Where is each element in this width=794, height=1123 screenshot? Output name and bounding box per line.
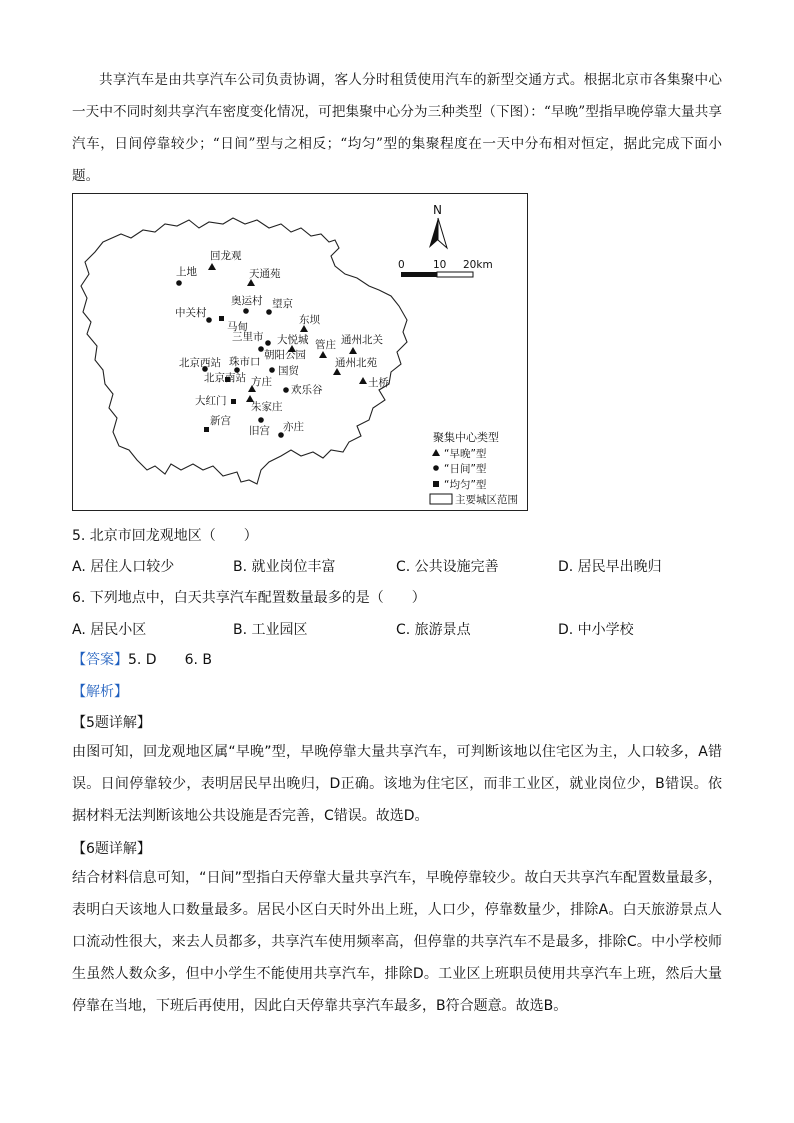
site-zhujiazhuang	[246, 395, 283, 413]
legend-urban: 主要城区范围	[455, 494, 518, 506]
site-zhushikou	[229, 355, 261, 373]
svg-text:通州北关: 通州北关	[341, 334, 383, 346]
site-shangdi	[176, 265, 197, 286]
site-huilongguan	[208, 249, 242, 270]
legend-uniform: “均匀”型	[444, 479, 487, 491]
q5-detail-title: 【5题详解】	[72, 715, 151, 731]
site-beijingnanzhan	[204, 371, 246, 384]
site-wangjing	[266, 297, 293, 315]
q6-option-a: A. 居民小区	[72, 622, 147, 638]
map-svg	[73, 194, 529, 512]
svg-text:亦庄: 亦庄	[283, 421, 304, 433]
analysis-label: 【解析】	[72, 684, 128, 700]
svg-text:土桥: 土桥	[368, 377, 389, 389]
site-dongba	[299, 313, 320, 332]
site-guanzhuang	[315, 338, 336, 358]
intro-passage	[72, 64, 722, 192]
north-arrow-outline	[438, 218, 447, 248]
site-fangzhuang	[248, 375, 272, 392]
north-arrow-icon	[429, 218, 438, 248]
svg-text:北京西站: 北京西站	[179, 357, 221, 369]
svg-text:天通苑: 天通苑	[249, 268, 281, 280]
svg-text:大悦城: 大悦城	[277, 334, 309, 346]
answer-text: 5. D 6. B	[128, 652, 212, 668]
q5-option-d: D. 居民早出晚归	[558, 559, 662, 575]
svg-text:方庄: 方庄	[251, 376, 272, 388]
site-beijingxizhan	[179, 356, 221, 372]
svg-text:东坝: 东坝	[299, 314, 320, 326]
legend-title: 聚集中心类型	[433, 431, 499, 444]
q6-detail-text: 结合材料信息可知，“日间”型指白天停靠大量共享汽车，早晚停靠较少。故白天共享汽车配置数量最多，表明白天该地人口数量最多。居民小区白天时外出上班，人口少，停靠数量少，排除A。白天旅游景点人口流动性很大，来去人员都多，共享汽车使用频率高，但停靠的共享汽车不是最多，排除C。中小学校师生虽然人数众多，但中小学生不能使用共享汽车，排除D。工业区上班职员使用共享汽车上班，然后大量停靠在当地，下班后再使用，因此白天停靠共享汽车最多，B符合题意。故选B。	[72, 870, 722, 1014]
legend-circle-icon	[433, 465, 439, 471]
q6-stem: 6. 下列地点中，白天共享汽车配置数量最多的是（ ）	[72, 590, 426, 606]
scale-0: 0	[398, 259, 405, 271]
svg-text:回龙观: 回龙观	[210, 250, 242, 262]
svg-text:通州北苑: 通州北苑	[335, 357, 377, 369]
site-tuqiao	[359, 376, 389, 389]
legend-daytime: “日间”型	[444, 463, 487, 475]
q6-detail-title: 【6题详解】	[72, 841, 151, 857]
svg-text:国贸: 国贸	[278, 365, 299, 377]
beijing-map	[72, 193, 528, 511]
scale-10: 10	[433, 259, 447, 271]
svg-text:新宫: 新宫	[210, 415, 231, 427]
svg-text:大红门: 大红门	[195, 395, 227, 407]
svg-text:珠市口: 珠市口	[229, 356, 261, 368]
site-tongzhoubeiguan	[341, 334, 383, 354]
site-xingong	[204, 414, 231, 432]
legend-triangle-icon	[432, 449, 440, 456]
site-yizhuang	[278, 420, 304, 438]
site-zhongguancun	[175, 306, 212, 323]
scale-bar-white	[437, 272, 473, 277]
svg-text:奥运村: 奥运村	[231, 295, 263, 307]
site-chaoyanggongyuan	[258, 346, 306, 361]
site-huanlegu	[283, 384, 323, 396]
svg-text:旧宫: 旧宫	[249, 425, 270, 437]
q6-option-d: D. 中小学校	[558, 622, 634, 638]
q5-option-b: B. 就业岗位丰富	[233, 559, 336, 575]
legend-early-late: “早晚”型	[444, 448, 487, 460]
site-tongzhoubeiyuan	[333, 356, 377, 375]
legend-box-icon	[430, 494, 452, 504]
svg-text:望京: 望京	[272, 298, 293, 310]
north-label: N	[433, 203, 442, 217]
answer-line	[72, 649, 212, 669]
q5-option-a: A. 居住人口较少	[72, 559, 175, 575]
site-dahongmen	[195, 394, 236, 407]
svg-text:管庄: 管庄	[315, 339, 336, 351]
svg-text:中关村: 中关村	[175, 307, 207, 319]
svg-text:欢乐谷: 欢乐谷	[291, 384, 323, 396]
site-guomao	[269, 365, 299, 377]
q5-stem: 5. 北京市回龙观地区（ ）	[72, 528, 258, 544]
site-jiugong	[249, 417, 270, 437]
svg-text:北京南站: 北京南站	[204, 372, 246, 384]
intro-text: 共享汽车是由共享汽车公司负责协调，客人分时租赁使用汽车的新型交通方式。根据北京市各集聚中心一天中不同时刻共享汽车密度变化情况，可把集聚中心分为三种类型（下图）：“早晚”型指早晚停靠大量共享汽车，日间停靠较少；“日间”型与之相反；“均匀”型的集聚程度在一天中分布相对恒定，据此完成下面小题。	[72, 72, 722, 184]
scale-bar-black	[401, 272, 437, 277]
svg-text:朝阳公园: 朝阳公园	[264, 349, 306, 361]
svg-text:马甸: 马甸	[227, 321, 248, 333]
city-boundary	[81, 218, 407, 484]
scale-20: 20km	[463, 259, 493, 271]
svg-text:三里市: 三里市	[232, 331, 264, 343]
answer-label: 【答案】	[72, 652, 128, 668]
site-aoyuncun	[231, 294, 263, 314]
svg-text:上地: 上地	[176, 266, 197, 278]
legend-square-icon	[433, 481, 439, 487]
svg-text:朱家庄: 朱家庄	[251, 401, 283, 413]
q6-option-c: C. 旅游景点	[396, 622, 471, 638]
q6-option-b: B. 工业园区	[233, 622, 308, 638]
site-madian	[219, 316, 248, 333]
q5-option-c: C. 公共设施完善	[396, 559, 499, 575]
map-legend	[430, 430, 518, 506]
q5-detail-text: 由图可知，回龙观地区属“早晚”型，早晚停靠大量共享汽车，可判断该地以住宅区为主，人口较多，A错误。日间停靠较少，表明居民早出晚归，D正确。该地为住宅区，而非工业区，就业岗位少，B错误。依据材料无法判断该地公共设施是否完善，C错误。故选D。	[72, 744, 722, 824]
site-tiantongyuan	[247, 267, 281, 286]
